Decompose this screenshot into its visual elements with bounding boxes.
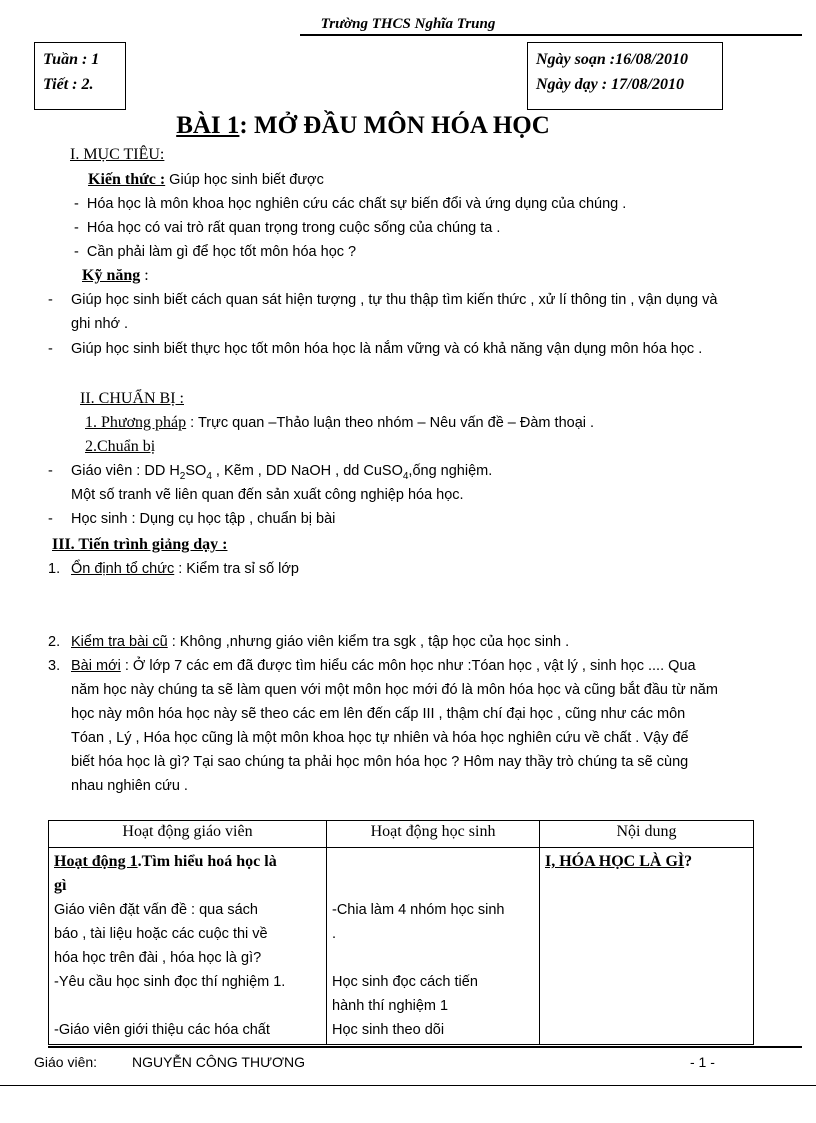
knowledge-item: - Hóa học là môn khoa học nghiên cứu các chất sự biến đổi và ứng dụng của chúng . xyxy=(74,196,627,212)
prep-line xyxy=(85,438,155,456)
objectives-heading: I. MỤC TIÊU: xyxy=(70,146,165,163)
knowledge-line xyxy=(88,171,324,189)
table-row xyxy=(49,848,754,1045)
knowledge-item: - Cần phải làm gì để học tốt môn hóa học ? xyxy=(74,244,357,260)
title-prefix: BÀI 1 xyxy=(176,112,240,139)
page-number: - 1 - xyxy=(690,1054,715,1070)
student-activity-cell: -Chia làm 4 nhóm học sinh . Học sinh đọc cách tiến hành thí nghiệm 1 Học sinh theo dõi xyxy=(327,848,540,1045)
footer-teacher-label: Giáo viên: xyxy=(34,1054,98,1070)
footer-teacher-name: NGUYỄN CÔNG THƯƠNG xyxy=(132,1054,306,1070)
step1-label: Ổn định tổ chức xyxy=(71,561,175,577)
knowledge-item: - Hóa học có vai trò rất quan trọng trong cuộc sống của chúng ta . xyxy=(74,220,501,236)
title-rest: : MỞ ĐẦU MÔN HÓA HỌC xyxy=(239,112,550,139)
preparation-heading: II. CHUẨN BỊ : xyxy=(80,390,184,407)
method-text: : Trực quan –Thảo luận theo nhóm – Nêu vấn đề – Đàm thoại . xyxy=(186,415,595,431)
student-prep: - Học sinh : Dụng cụ học tập , chuẩn bị bài xyxy=(48,511,336,527)
teacher-prep: - Giáo viên : DD $H_2SO_4$ , Kẽm , DD NaOH , dd CuSO$_4$,ống nghiệm. xyxy=(48,463,493,482)
process-step-1: 1. Ổn định tổ chức : Kiểm tra sỉ số lớp xyxy=(48,561,299,577)
process-heading: III. Tiến trình giảng dạy : xyxy=(52,536,228,553)
table-header: Hoạt động học sinh xyxy=(327,821,540,848)
process-step-3: 3. Bài mới : Ở lớp 7 các em đã được tìm hiểu các môn học như :Tóan học , vật lý , sinh học .... Qua năm học này chúng ta sẽ làm quen với một môn học mới đó là môn hóa học và cũng bắt đầu từ năm học này môn hóa học này sẽ theo các em lên đến cấp III , thậm chí đại học , cũng như các môn Tóan , Lý , Hóa học cũng là một môn khoa học tự nhiên và hóa học nghiên cứu về chất . Vậy để biết hóa học là gì? Tại sao chúng ta phải học môn hóa học ? Hôm nay thầy trò chúng ta sẽ cùng nhau nghiên cứu . xyxy=(48,658,718,794)
date-box xyxy=(527,42,723,110)
table-header: Nội dung xyxy=(540,821,754,848)
skill-item-1: - Giúp học sinh biết cách quan sát hiện tượng , tự thu thập tìm kiến thức , xử lí thông tin , vận dụng và xyxy=(48,292,718,308)
prep-date: Ngày soạn :16/08/2010 xyxy=(536,51,688,68)
process-step-2: 2. Kiểm tra bài cũ : Không ,nhưng giáo viên kiểm tra sgk , tập học của học sinh . xyxy=(48,634,570,650)
table-header-row xyxy=(49,821,754,848)
teacher-prep-cont: Một số tranh vẽ liên quan đến sản xuất công nghiệp hóa học. xyxy=(71,487,464,503)
page-title xyxy=(0,112,726,140)
step3-label: Bài mới xyxy=(71,658,121,674)
method-line xyxy=(85,414,594,432)
period-label: Tiết : 2. xyxy=(43,76,94,93)
skill-item-1-cont: ghi nhớ . xyxy=(71,316,129,332)
content-title: I, HÓA HỌC LÀ GÌ? xyxy=(545,853,693,870)
teacher-activity-cell: Hoạt động 1.Tìm hiểu hoá học là gì Giáo viên đặt vấn đề : qua sách báo , tài liệu hoặc các cuộc thi về hóa học trên đài , hóa học là gì? -Yêu cầu học sinh đọc thí nghiệm 1. -Giáo viên giới thiệu các hóa chất xyxy=(49,848,327,1045)
knowledge-label: Kiến thức : xyxy=(88,171,166,188)
skills-label: Kỹ năng xyxy=(82,267,141,284)
activity-title: Hoạt động 1.Tìm hiểu hoá học là xyxy=(54,853,277,870)
activity-table xyxy=(48,820,754,1045)
content-cell xyxy=(540,848,754,1045)
week-label: Tuần : 1 xyxy=(43,51,100,68)
school-name: Trường THCS Nghĩa Trung xyxy=(320,16,496,32)
footer-bottom-rule xyxy=(0,1085,816,1086)
footer-rule xyxy=(48,1046,802,1048)
step2-label: Kiểm tra bài cũ xyxy=(71,634,168,650)
prep-label: 2.Chuẩn bị xyxy=(85,438,156,455)
skill-item-2: - Giúp học sinh biết thực học tốt môn hóa học là nắm vững và có khả năng vận dụng môn hóa học . xyxy=(48,341,703,357)
table-header: Hoạt động giáo viên xyxy=(49,821,327,848)
skills-line: Kỹ năng : xyxy=(82,267,149,284)
method-label: 1. Phương pháp xyxy=(85,414,187,431)
knowledge-intro: Giúp học sinh biết được xyxy=(165,172,324,188)
header-rule xyxy=(300,34,802,36)
week-period-box xyxy=(34,42,126,110)
teach-date: Ngày dạy : 17/08/2010 xyxy=(536,76,684,93)
